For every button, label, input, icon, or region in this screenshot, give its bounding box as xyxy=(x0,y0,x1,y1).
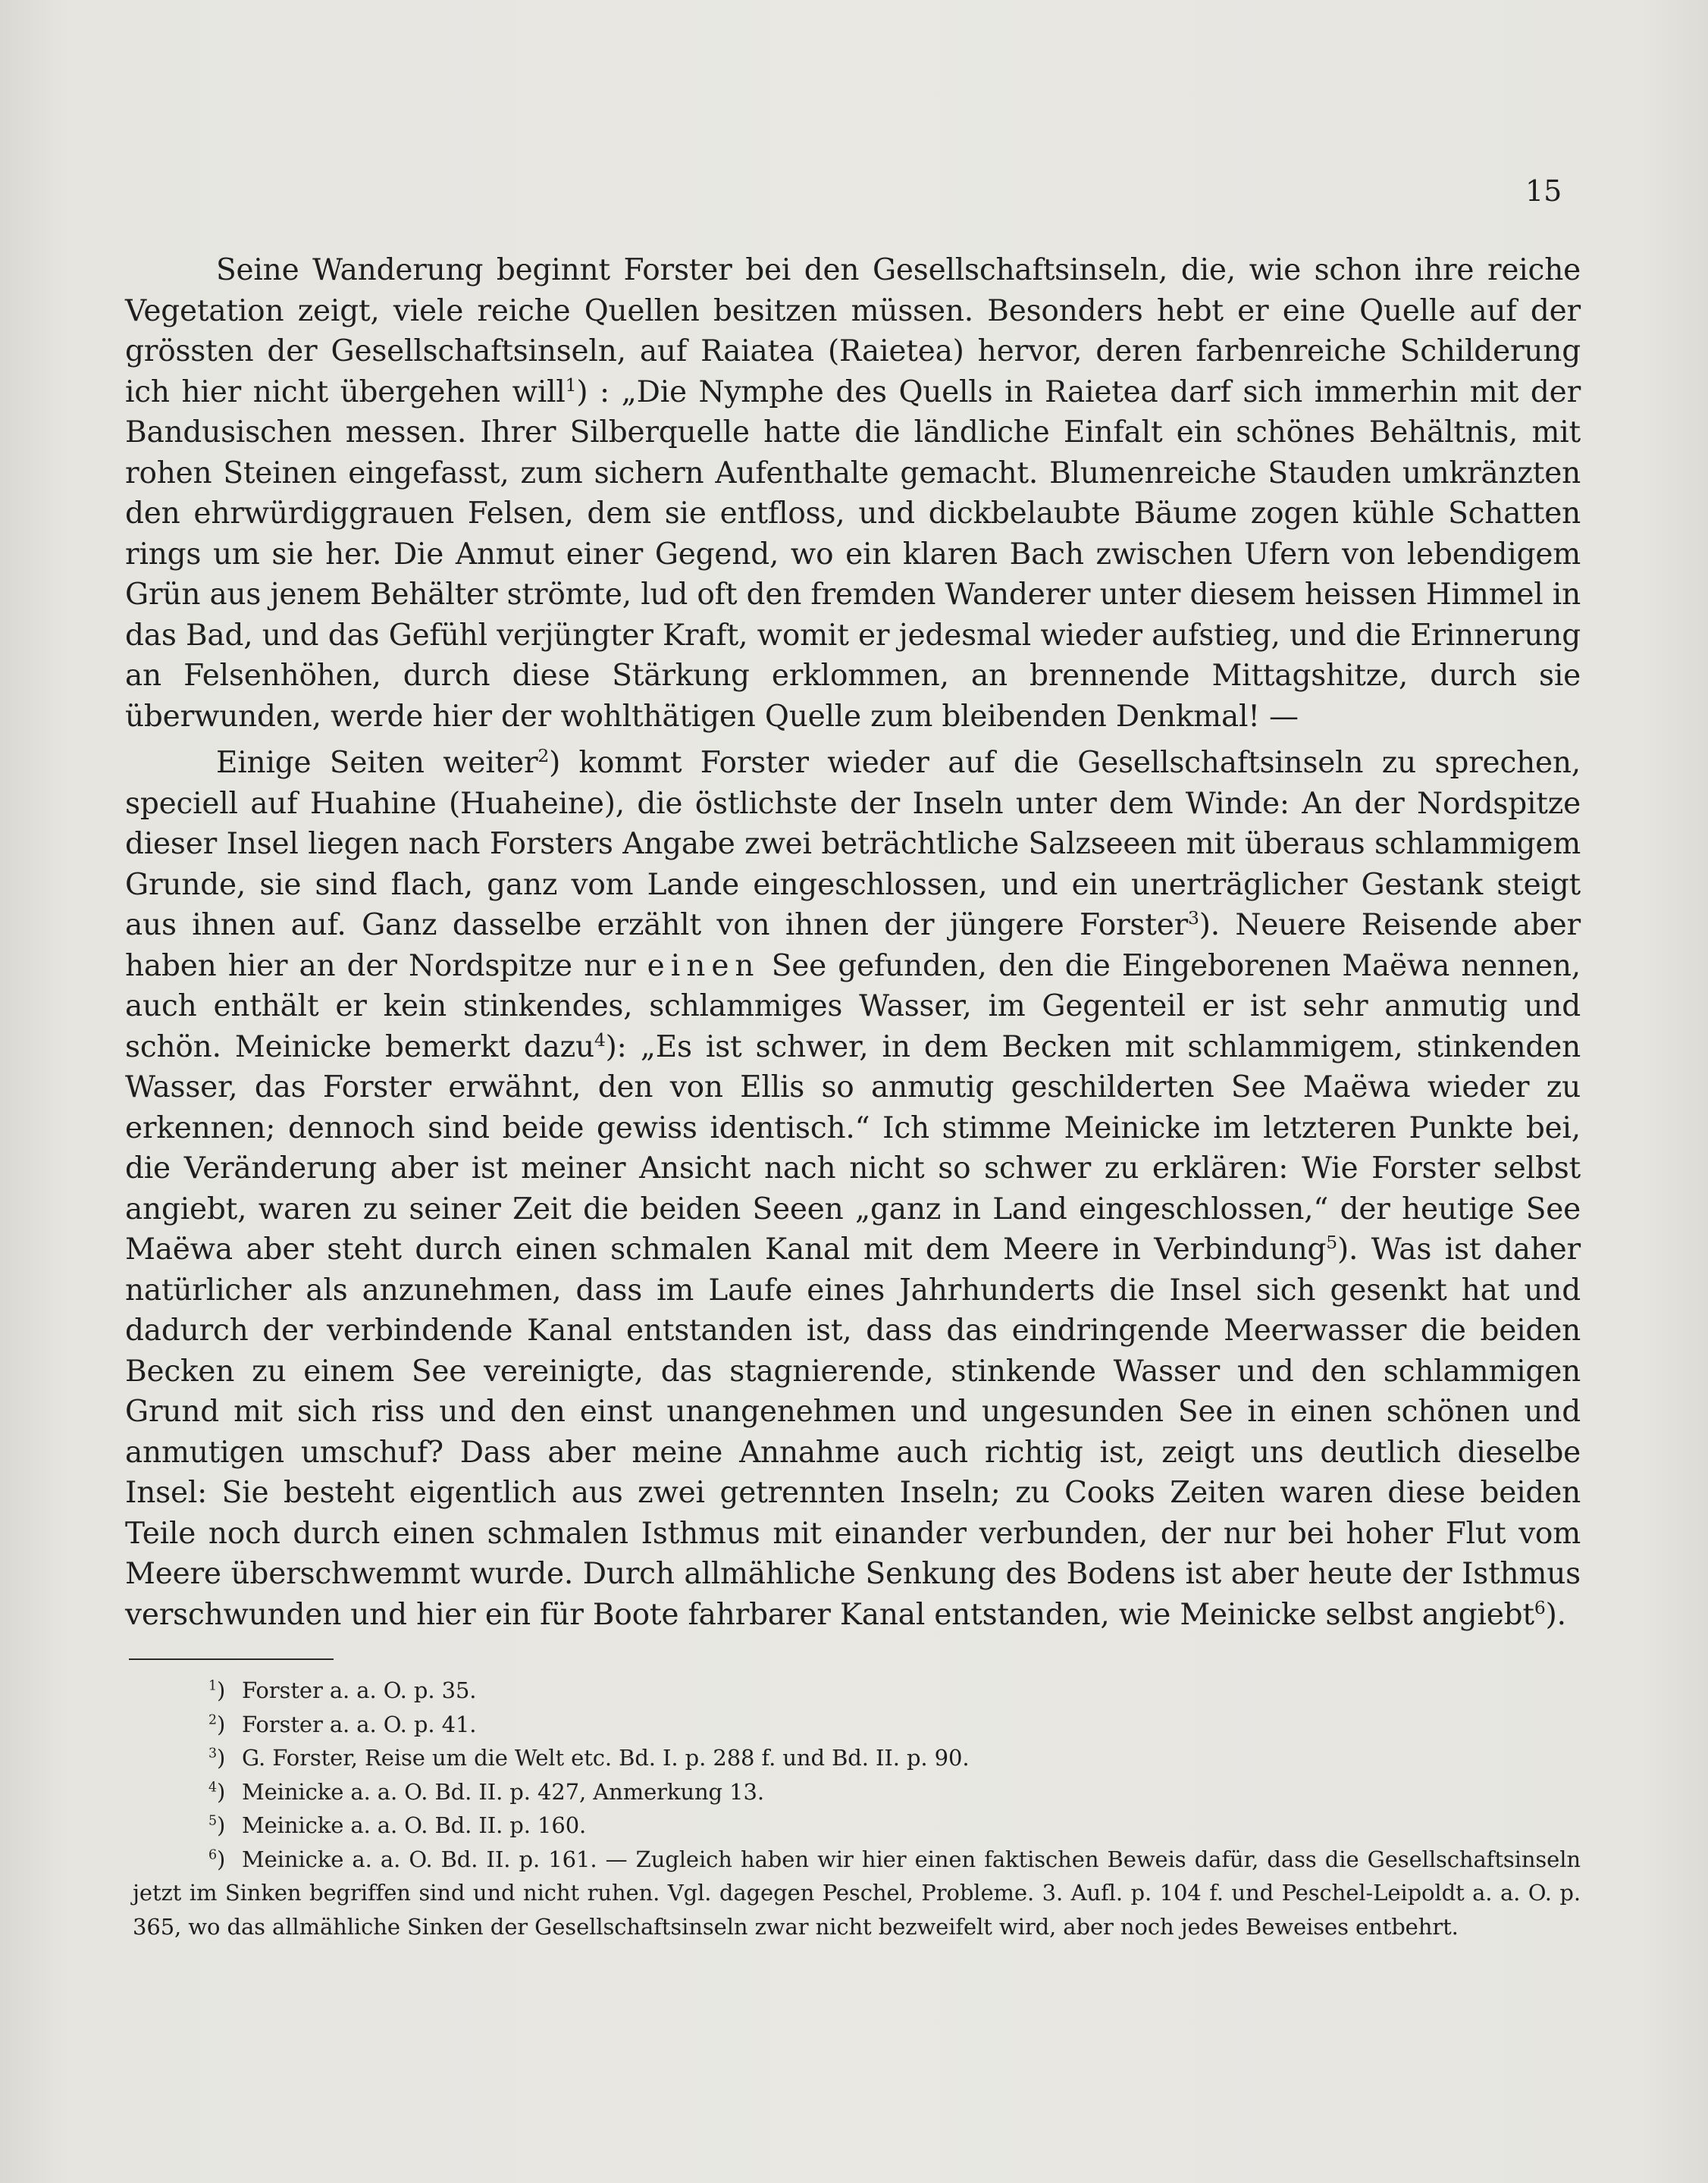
footnote-ref-4: 4 xyxy=(594,1029,606,1051)
paragraph-2 xyxy=(125,743,1581,1635)
footnote-mark: 4 xyxy=(208,1779,217,1795)
footnote-text: Meinicke a. a. O. Bd. II. p. 161. — Zugleich haben wir hier einen faktischen Beweis dafür, dass die Gesellschaftsinseln jetzt im Sinken begriffen sind und nicht ruhen. Vgl. dagegen Peschel, Probleme. 3. Aufl. p. 104 f. und Peschel-Leipoldt a. a. O. p. 365, wo das allmähliche Sinken der Gesellschaftsinseln zwar nicht bezweifelt wird, aber noch jedes Beweises entbehrt. xyxy=(133,1846,1581,1940)
paragraph-2-text-c: ). Neuere Reisende aber haben hier an der Nordspitze nur xyxy=(125,908,1581,983)
footnote-ref-5: 5 xyxy=(1326,1232,1337,1253)
paragraph-2-text-f: ). Was ist daher natürlicher als anzunehmen, dass im Laufe eines Jahrhunderts die Insel sich gesenkt hat und dadurch der verbindende Kanal entstanden ist, dass das eindringende Meerwasser die beiden Becken zu einem See vereinigte, das stagnierende, stinkende Wasser und den schlammigen Grund mit sich riss und den einst unangenehmen und ungesunden See in einen schönen und anmutigen umschuf? Dass aber meine Annahme auch richtig ist, zeigt uns deutlich dieselbe Insel: Sie besteht eigentlich aus zwei getrennten Inseln; zu Cooks Zeiten waren diese beiden Teile noch durch einen schmalen Isthmus mit einander verbunden, der nur bei hoher Flut vom Meere überschwemmt wurde. Durch allmähliche Senkung des Bodens ist aber heute der Isthmus verschwunden und hier ein für Boote fahrbarer Kanal entstanden, wie Meinicke selbst angiebt xyxy=(125,1232,1581,1632)
footnote-ref-1: 1 xyxy=(565,374,577,396)
paragraph-2-text-e: ): „Es ist schwer, in dem Becken mit schlammigem, stinkenden Wasser, das Forster erwähnt, den von Ellis so anmutig geschilderten See Maëwa wieder zu erkennen; dennoch sind beide gewiss identisch.“ Ich stimme Meinicke im letzteren Punkte bei, die Veränderung aber ist meiner Ansicht nach nicht so schwer zu erklären: Wie Forster selbst angiebt, waren zu seiner Zeit die beiden Seeen „ganz in Land eingeschlossen,“ der heutige See Maëwa aber steht durch einen schmalen Kanal mit dem Meere in Verbindung xyxy=(125,1029,1581,1267)
footnote-ref-6: 6 xyxy=(1534,1596,1546,1618)
paragraph-2-text-b: ) kommt Forster wieder auf die Gesellschaftsinseln zu sprechen, speciell auf Huahine (Huaheine), die östlichste der Inseln unter dem Winde: An der Nordspitze dieser Insel liegen nach Forsters Angabe zwei beträchtliche Salzseeen mit überaus schlammigem Grunde, sie sind flach, ganz vom Lande eingeschlossen, und ein unerträglicher Gestank steigt aus ihnen auf. Ganz dasselbe erzählt von ihnen der jüngere Forster xyxy=(125,746,1581,942)
page-number: 15 xyxy=(1525,174,1562,208)
footnote-text: Forster a. a. O. p. 35. xyxy=(242,1677,477,1703)
paragraph-1 xyxy=(125,250,1581,737)
footnote-6: $^6$) Meinicke a. a. O. Bd. II. p. 161. — Zugleich haben wir hier einen faktischen Beweis dafür, dass die Gesellschaftsinseln jetzt im Sinken begriffen sind und nicht ruhen. Vgl. dagegen Peschel, Probleme. 3. Aufl. p. 104 f. und Peschel-Leipoldt a. a. O. p. 365, wo das allmähliche Sinken der Gesellschaftsinseln zwar nicht bezweifelt wird, aber noch jedes Beweises entbehrt. xyxy=(133,1846,1581,1940)
footnote-text: Meinicke a. a. O. Bd. II. p. 160. xyxy=(242,1812,587,1838)
footnote-2: $^2$) Forster a. a. O. p. 41. xyxy=(208,1711,477,1737)
footnote-text: Forster a. a. O. p. 41. xyxy=(242,1711,477,1737)
body-text xyxy=(125,250,1581,1635)
footnote-text: G. Forster, Reise um die Welt etc. Bd. I. p. 288 f. und Bd. II. p. 90. xyxy=(242,1745,970,1771)
footnote-mark: 5 xyxy=(208,1813,217,1829)
footnote-mark: 6 xyxy=(208,1846,217,1862)
footnote-text: Meinicke a. a. O. Bd. II. p. 427, Anmerkung 13. xyxy=(242,1778,764,1805)
paragraph-2-text-d: See gefunden, den die Eingeborenen Maëwa nennen, auch enthält er kein stinkendes, schlammiges Wasser, im Gegenteil er ist sehr anmutig und schön. Meinicke bemerkt dazu xyxy=(125,948,1581,1064)
footnote-ref-2: 2 xyxy=(537,745,550,766)
footnote-mark: 1 xyxy=(208,1678,217,1694)
footnote-mark: 2 xyxy=(208,1712,217,1727)
footnote-divider xyxy=(129,1658,334,1660)
paragraph-1-text-a: Seine Wanderung beginnt Forster bei den Gesellschaftsinseln, die, wie schon ihre reiche Vegetation zeigt, viele reiche Quellen besitzen müssen. Besonders hebt er eine Quelle auf der grössten der Gesellschaftsinseln, auf Raiatea (Raietea) hervor, deren farbenreiche Schilderung ich hier nicht übergehen will xyxy=(125,253,1581,409)
footnote-mark: 3 xyxy=(208,1746,217,1762)
emphasized-word: einen xyxy=(647,948,760,983)
footnote-3: $^3$) G. Forster, Reise um die Welt etc. Bd. I. p. 288 f. und Bd. II. p. 90. xyxy=(208,1745,970,1771)
footnotes xyxy=(133,1674,1581,1943)
footnote-4: $^4$) Meinicke a. a. O. Bd. II. p. 427, Anmerkung 13. xyxy=(208,1778,764,1805)
paragraph-1-text-b: ) : „Die Nymphe des Quells in Raietea darf sich immerhin mit der Bandusischen messen. Ihrer Silberquelle hatte die ländliche Einfalt ein schönes Behältnis, mit rohen Steinen eingefasst, zum sichern Aufenthalte gemacht. Blumenreiche Stauden umkränzten den ehrwürdiggrauen Felsen, dem sie entfloss, und dickbelaubte Bäume zogen kühle Schatten rings um sie her. Die Anmut einer Gegend, wo ein klaren Bach zwischen Ufern von lebendigem Grün aus jenem Behälter strömte, lud oft den fremden Wanderer unter diesem heissen Himmel in das Bad, und das Gefühl verjüngter Kraft, womit er jedesmal wieder aufstieg, und die Erinnerung an Felsenhöhen, durch diese Stärkung erklommen, an brennende Mittagshitze, durch sie überwunden, werde hier der wohlthätigen Quelle zum bleibenden Denkmal! — xyxy=(125,374,1581,734)
footnote-1: $^1$) Forster a. a. O. p. 35. xyxy=(208,1677,477,1703)
footnote-ref-3: 3 xyxy=(1188,907,1199,929)
paragraph-2-text-g: ). xyxy=(1545,1597,1566,1632)
footnote-5: $^5$) Meinicke a. a. O. Bd. II. p. 160. xyxy=(208,1812,587,1838)
paragraph-2-text-a: Einige Seiten weiter xyxy=(216,746,538,780)
